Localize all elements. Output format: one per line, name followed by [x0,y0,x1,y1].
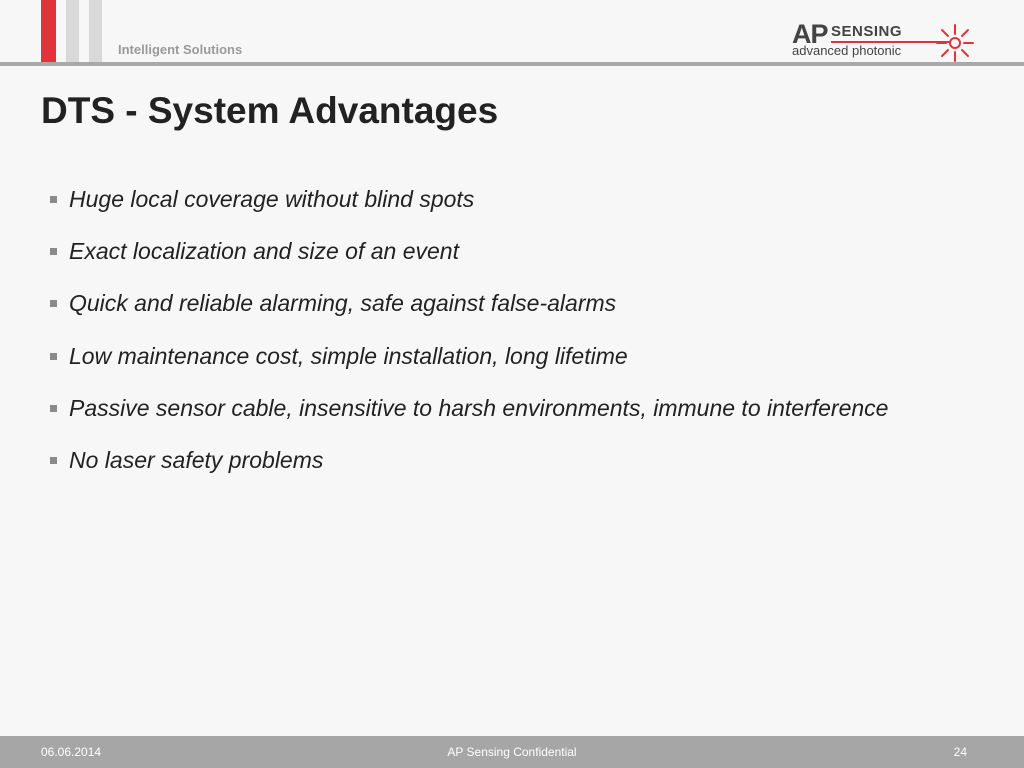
header-tagline: Intelligent Solutions [118,42,243,57]
header-accent-bar-grey [66,0,79,66]
slide-title: DTS - System Advantages [41,90,499,131]
page-number: 24 [953,745,967,759]
list-item-text: Low maintenance cost, simple installation, long lifetime [69,342,628,369]
list-item [50,343,888,395]
footer-date: 06.06.2014 [41,745,102,759]
list-item-text: Exact localization and size of an event [69,238,459,265]
logo-subtitle: advanced photonic [792,43,902,58]
slide-footer [0,736,1024,768]
square-bullet-icon [50,457,57,464]
company-logo [790,19,980,62]
square-bullet-icon [50,300,57,307]
square-bullet-icon [50,196,57,203]
header-accent-bar-grey [89,0,102,66]
logo-ap-text: AP [792,19,828,49]
list-item-text: Huge local coverage without blind spots [69,186,475,212]
list-item [50,186,888,238]
advantages-list [50,186,888,499]
header-divider [0,62,1024,66]
square-bullet-icon [50,353,57,360]
footer-confidential-label: AP Sensing Confidential [447,745,577,759]
list-item [50,395,888,447]
square-bullet-icon [50,248,57,255]
list-item [50,290,888,342]
list-item [50,447,888,499]
list-item-text: Passive sensor cable, insensitive to harsh environments, immune to interference [69,394,889,421]
square-bullet-icon [50,405,57,412]
laser-burst-icon [934,22,976,64]
header-accent-bar-red [41,0,56,66]
list-item-text: Quick and reliable alarming, safe against false-alarms [69,290,617,317]
list-item-text: No laser safety problems [69,446,324,473]
logo-sensing-text: SENSING [831,23,903,40]
list-item [50,238,888,290]
